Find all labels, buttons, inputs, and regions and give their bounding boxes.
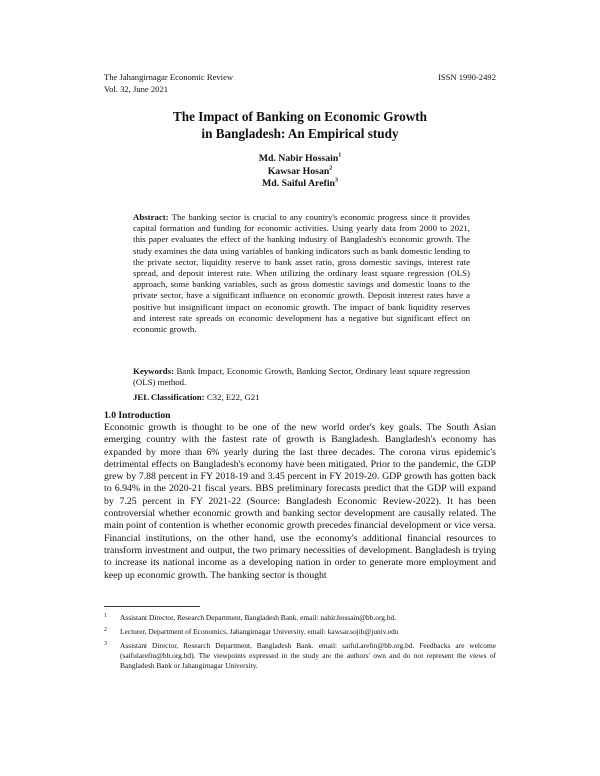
jel-label: JEL Classification: [133,392,205,402]
keywords-text: Bank Impact, Economic Growth, Banking Sector, Ordinary least square regression (OLS) method. [133,366,471,388]
footnote-text: Assistant Director, Research Department, Bangladesh Bank. email: nabir.hossain@bb.org.bd. [120,613,397,622]
author-footnote-mark: 3 [335,177,339,184]
footnote [104,627,496,637]
footnote-number: 1 [104,613,107,619]
jel-classification [133,392,470,403]
abstract [133,212,470,335]
author-name: Md. Saiful Arefin [261,178,336,189]
footnote [104,613,496,623]
author-footnote-mark: 2 [329,165,333,172]
section-body: Economic growth is thought to be one of the new world order's key goals. The South Asian emerging country with the fastest rate of growth is Bangladesh. Bangladesh's economy has expanded by more than 6% yearly during the last three decades. The corona virus epidemic's detrimental effects on Bangladesh's economy have been mitigated. Prior to the pandemic, the GDP grew by 7.88 percent in FY 2018-19 and 3.45 percent in FY 2019-20. GDP growth has gotten back to 6.94% in the 2020-21 fiscal years. BBS preliminary forecasts predict that the GDP will expand by 7.25 percent in FY 2021-22 (Source: Bangladesh Economic Review-2022). It has been controversial whether economic growth and banking sector development are causally related. The main point of contention is whether economic growth precedes financial development or vice versa. Financial institutions, on the other hand, use the economy's additional financial resources to transform investment and output, the two primary necessities of development. Bangladesh is trying to increase its national income as a developing nation in order to generate more employment and keep up economic growth. The banking sector is thought [104,422,496,581]
author-footnote-mark: 1 [338,152,342,159]
title-line-2: in Bangladesh: An Empirical study [201,125,399,141]
abstract-label: Abstract: [133,212,169,222]
author-name: Kawsar Hosan [267,165,330,177]
author-list [104,153,496,191]
section-heading: 1.0 Introduction [104,410,171,421]
journal-header [104,72,233,95]
footnote-divider [104,606,200,607]
footnote-number: 3 [104,641,107,647]
jel-text: C32, E22, G21 [206,392,260,402]
keywords-label: Keywords: [133,366,175,376]
abstract-text: The banking sector is crucial to any country's economic progress since it provides capital formation and funding for economic activities. Using yearly data from 2000 to 2021, this paper evaluates the effect of the banking industry of Bangladesh's economic growth. The study examines the data using variables of banking indicators such as bank domestic lending to the private sector, liquidity reserve to bank asset ratio, gross domestic savings, interest rate spread, and deposit interest rate. When utilizing the ordinary least square regression (OLS) approach, some banking variables, such as gross domestic savings and domestic loans to the private sector, have a significant influence on economic growth. Deposit interest rates have a positive but insignificant impact on economic growth. The impact of bank liquidity reserves and interest rate spreads on economic development has a negative but significant effect on economic growth. [133,212,470,335]
author-name: Md. Nabir Hossain [258,153,339,164]
journal-volume: Vol. 32, June 2021 [104,83,169,94]
keywords [133,366,470,388]
title-line-1: The Impact of Banking on Economic Growth [172,109,427,124]
footnote-number: 2 [104,627,107,633]
author [104,178,496,191]
footnote-text: Assistant Director, Research Department, Bangladesh Bank. email: saiful.arefin@bb.org.bd. Feedbacks are welcome (saifularefin@bb.org.bd). The viewpoints expressed in the study are the authors' own and do not represent the views of Bangladesh Bank or Jahangirnagar University. [120,641,496,670]
footnote-text: Lecturer, Department of Economics, Jahangirnagar University. email: kawsar.sojib@juniv.edu [120,627,399,636]
footnotes [104,613,496,675]
author [104,153,496,166]
journal-name: The Jahangirnagar Economic Review [104,72,234,82]
author [104,166,496,179]
footnote [104,641,496,671]
issn: ISSN 1990-2492 [437,72,496,82]
paper-title [104,109,496,142]
